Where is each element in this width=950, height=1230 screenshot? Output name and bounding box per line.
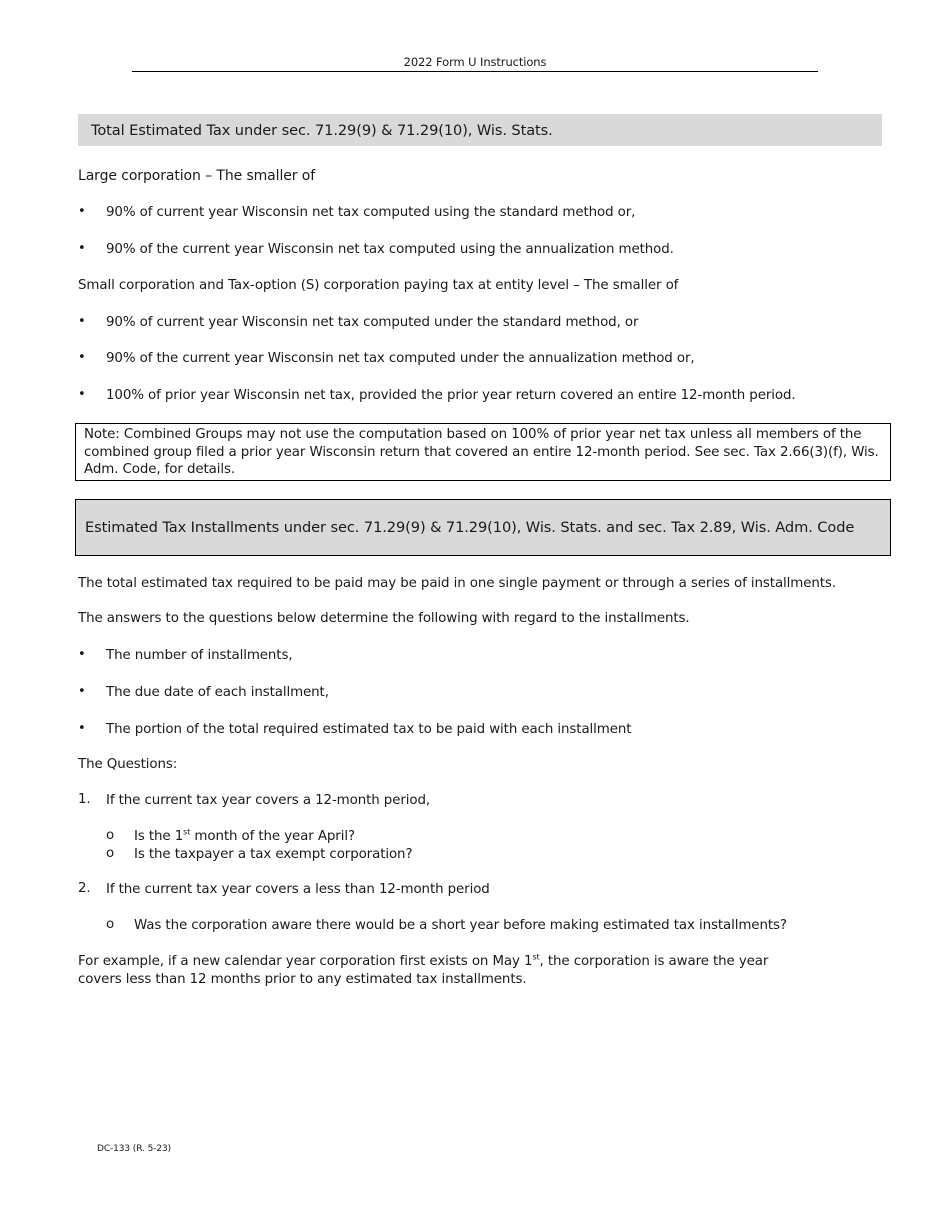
- circle-bullet-icon: o: [106, 846, 115, 861]
- list-item-text: The portion of the total required estimated tax to be paid with each installment: [106, 722, 632, 737]
- list-item-text: 100% of prior year Wisconsin net tax, provided the prior year return covered an entire 12-month period.: [106, 388, 796, 403]
- bullet-icon: •: [78, 647, 86, 662]
- bullet-icon: •: [78, 350, 86, 365]
- list-item-text: 90% of the current year Wisconsin net tax computed under the annualization method or,: [106, 351, 695, 366]
- question-text: If the current tax year covers a 12-month period,: [106, 793, 431, 808]
- ordinal-suffix: st: [532, 952, 540, 962]
- example-text-part: For example, if a new calendar year corporation first exists on May 1: [78, 954, 533, 969]
- question-number: 1.: [78, 792, 91, 807]
- example-paragraph-line-1: [78, 953, 768, 971]
- large-corporation-intro: Large corporation – The smaller of: [78, 168, 316, 184]
- list-item-text: 90% of the current year Wisconsin net tax computed using the annualization method.: [106, 242, 674, 257]
- combined-groups-note: Note: Combined Groups may not use the computation based on 100% of prior year net tax unless all members of the combined group filed a prior year Wisconsin return that covered an entire 12-month period. See sec. Tax 2.66(3)(f), Wis. Adm. Code, for details.: [75, 423, 891, 481]
- circle-bullet-icon: o: [106, 917, 115, 932]
- circle-bullet-icon: o: [106, 828, 115, 843]
- form-id-footer: DC-133 (R. 5-23): [97, 1144, 172, 1154]
- question-number: 2.: [78, 881, 91, 896]
- list-item-text: 90% of current year Wisconsin net tax computed using the standard method or,: [106, 205, 636, 220]
- list-item-text: The due date of each installment,: [106, 685, 329, 700]
- questions-label: The Questions:: [78, 757, 178, 772]
- header-rule: [132, 71, 818, 72]
- question-text: If the current tax year covers a less than 12-month period: [106, 882, 490, 897]
- sub-item-text-part: Is the 1: [134, 829, 184, 844]
- section-heading-installments: [75, 499, 891, 556]
- section-heading-text: Estimated Tax Installments under sec. 71.29(9) & 71.29(10), Wis. Stats. and sec. Tax 2.89, Wis. Adm. Code: [85, 519, 855, 536]
- bullet-icon: •: [78, 241, 86, 256]
- page-header-title: 2022 Form U Instructions: [403, 55, 547, 69]
- installments-paragraph: The total estimated tax required to be paid may be paid in one single payment or through a series of installments.: [78, 576, 836, 591]
- bullet-icon: •: [78, 721, 86, 736]
- sub-item-text-part: month of the year April?: [190, 829, 355, 844]
- list-item-text: 90% of current year Wisconsin net tax computed under the standard method, or: [106, 315, 639, 330]
- section-heading-total-estimated-tax: [78, 114, 882, 146]
- bullet-icon: •: [78, 314, 86, 329]
- list-item-text: The number of installments,: [106, 648, 293, 663]
- questions-intro-paragraph: The answers to the questions below determine the following with regard to the installments.: [78, 611, 690, 626]
- example-text-part: , the corporation is aware the year: [539, 954, 769, 969]
- sub-item-text: [134, 828, 355, 846]
- section-heading-text: Total Estimated Tax under sec. 71.29(9) & 71.29(10), Wis. Stats.: [91, 121, 553, 139]
- sub-item-text: Was the corporation aware there would be a short year before making estimated tax installments?: [134, 918, 787, 933]
- bullet-icon: •: [78, 204, 86, 219]
- bullet-icon: •: [78, 684, 86, 699]
- ordinal-suffix: st: [183, 827, 191, 837]
- bullet-icon: •: [78, 387, 86, 402]
- small-corporation-intro: Small corporation and Tax-option (S) corporation paying tax at entity level – The smaller of: [78, 278, 679, 293]
- example-paragraph-line-2: covers less than 12 months prior to any estimated tax installments.: [78, 972, 527, 987]
- sub-item-text: Is the taxpayer a tax exempt corporation?: [134, 847, 413, 862]
